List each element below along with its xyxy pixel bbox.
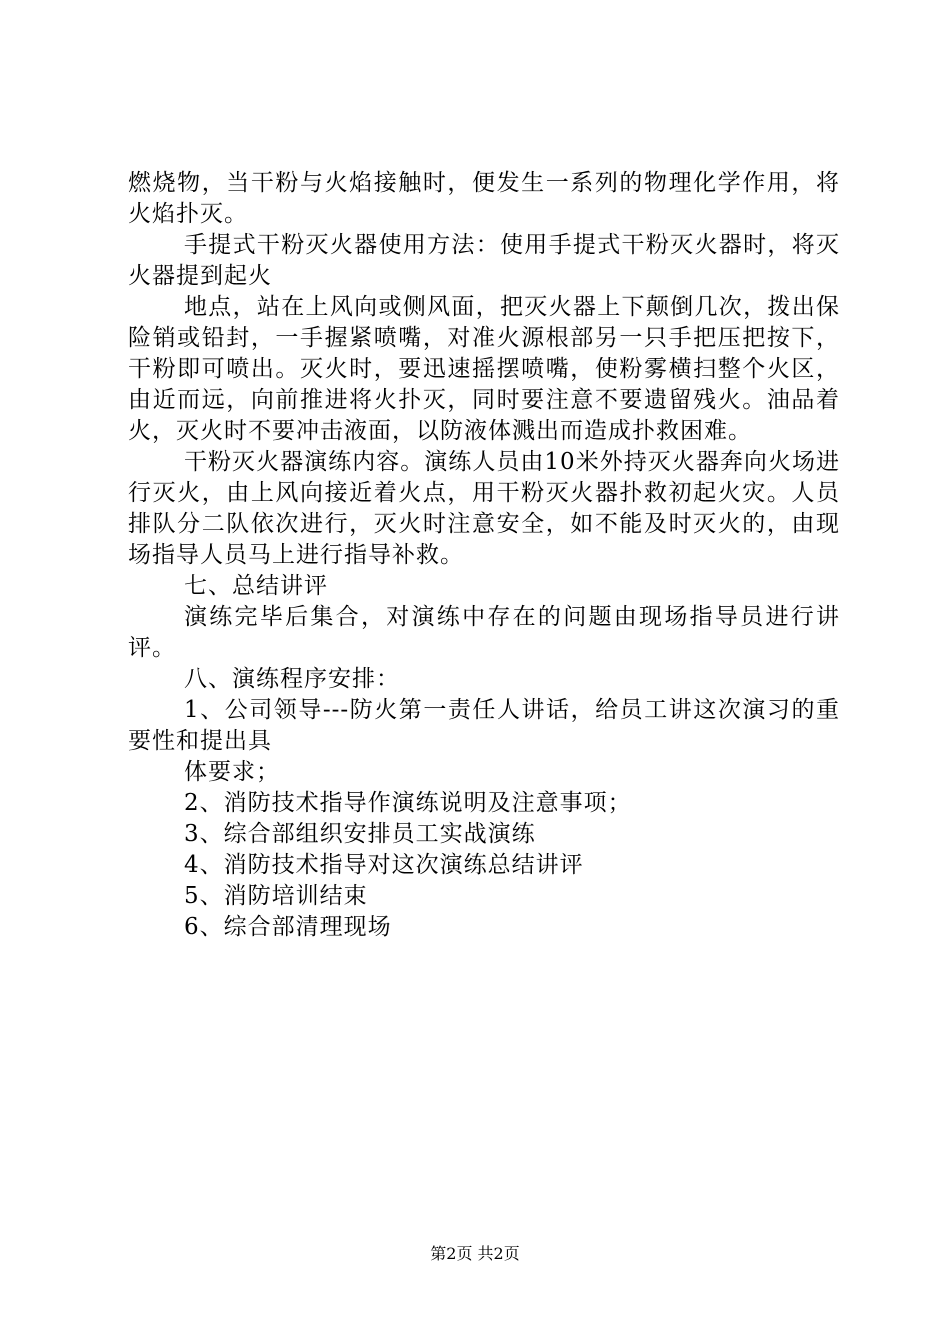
list-item-4: 4、消防技术指导对这次演练总结讲评 bbox=[184, 852, 584, 878]
paragraph-drill-content: 干粉灭火器演练内容。演练人员由10米外持灭火器奔向火场进行灭火，由上风向接近着火点，用干粉灭火器扑救初起火灾。人员排队分二队依次进行，灭火时注意安全，如不能及时灭火的，由现场指导人员马上进行指导补救。 bbox=[128, 449, 840, 568]
paragraph-summary: 演练完毕后集合，对演练中存在的问题由现场指导员进行讲评。 bbox=[128, 604, 840, 661]
paragraph-combustion: 燃烧物，当干粉与火焰接触时，便发生一系列的物理化学作用，将火焰扑灭。 bbox=[128, 170, 840, 227]
list-item-5: 5、消防培训结束 bbox=[184, 883, 368, 909]
list-item-3: 3、综合部组织安排员工实战演练 bbox=[184, 821, 536, 847]
list-item-1-continued: 体要求； bbox=[184, 759, 280, 785]
list-item-2: 2、消防技术指导作演练说明及注意事项； bbox=[184, 790, 632, 816]
document-body bbox=[128, 168, 840, 943]
page-number-footer: 第2页 共2页 bbox=[430, 1244, 520, 1263]
list-item-6: 6、综合部清理现场 bbox=[184, 914, 392, 940]
paragraph-usage-steps: 地点，站在上风向或侧风面，把灭火器上下颠倒几次，拨出保险销或铅封，一手握紧喷嘴，对准火源根部另一只手把压把按下，干粉即可喷出。灭火时，要迅速摇摆喷嘴，使粉雾横扫整个火区，由近而远，向前推进将火扑灭，同时要注意不要遗留残火。油品着火，灭火时不要冲击液面，以防液体溅出而造成扑救困难。 bbox=[128, 294, 840, 444]
section-heading-procedure: 八、演练程序安排： bbox=[184, 666, 400, 692]
section-heading-summary: 七、总结讲评 bbox=[184, 573, 328, 599]
paragraph-usage-method: 手提式干粉灭火器使用方法：使用手提式干粉灭火器时，将灭火器提到起火 bbox=[128, 232, 840, 289]
list-item-1: 1、公司领导---防火第一责任人讲话，给员工讲这次演习的重要性和提出具 bbox=[128, 697, 840, 754]
